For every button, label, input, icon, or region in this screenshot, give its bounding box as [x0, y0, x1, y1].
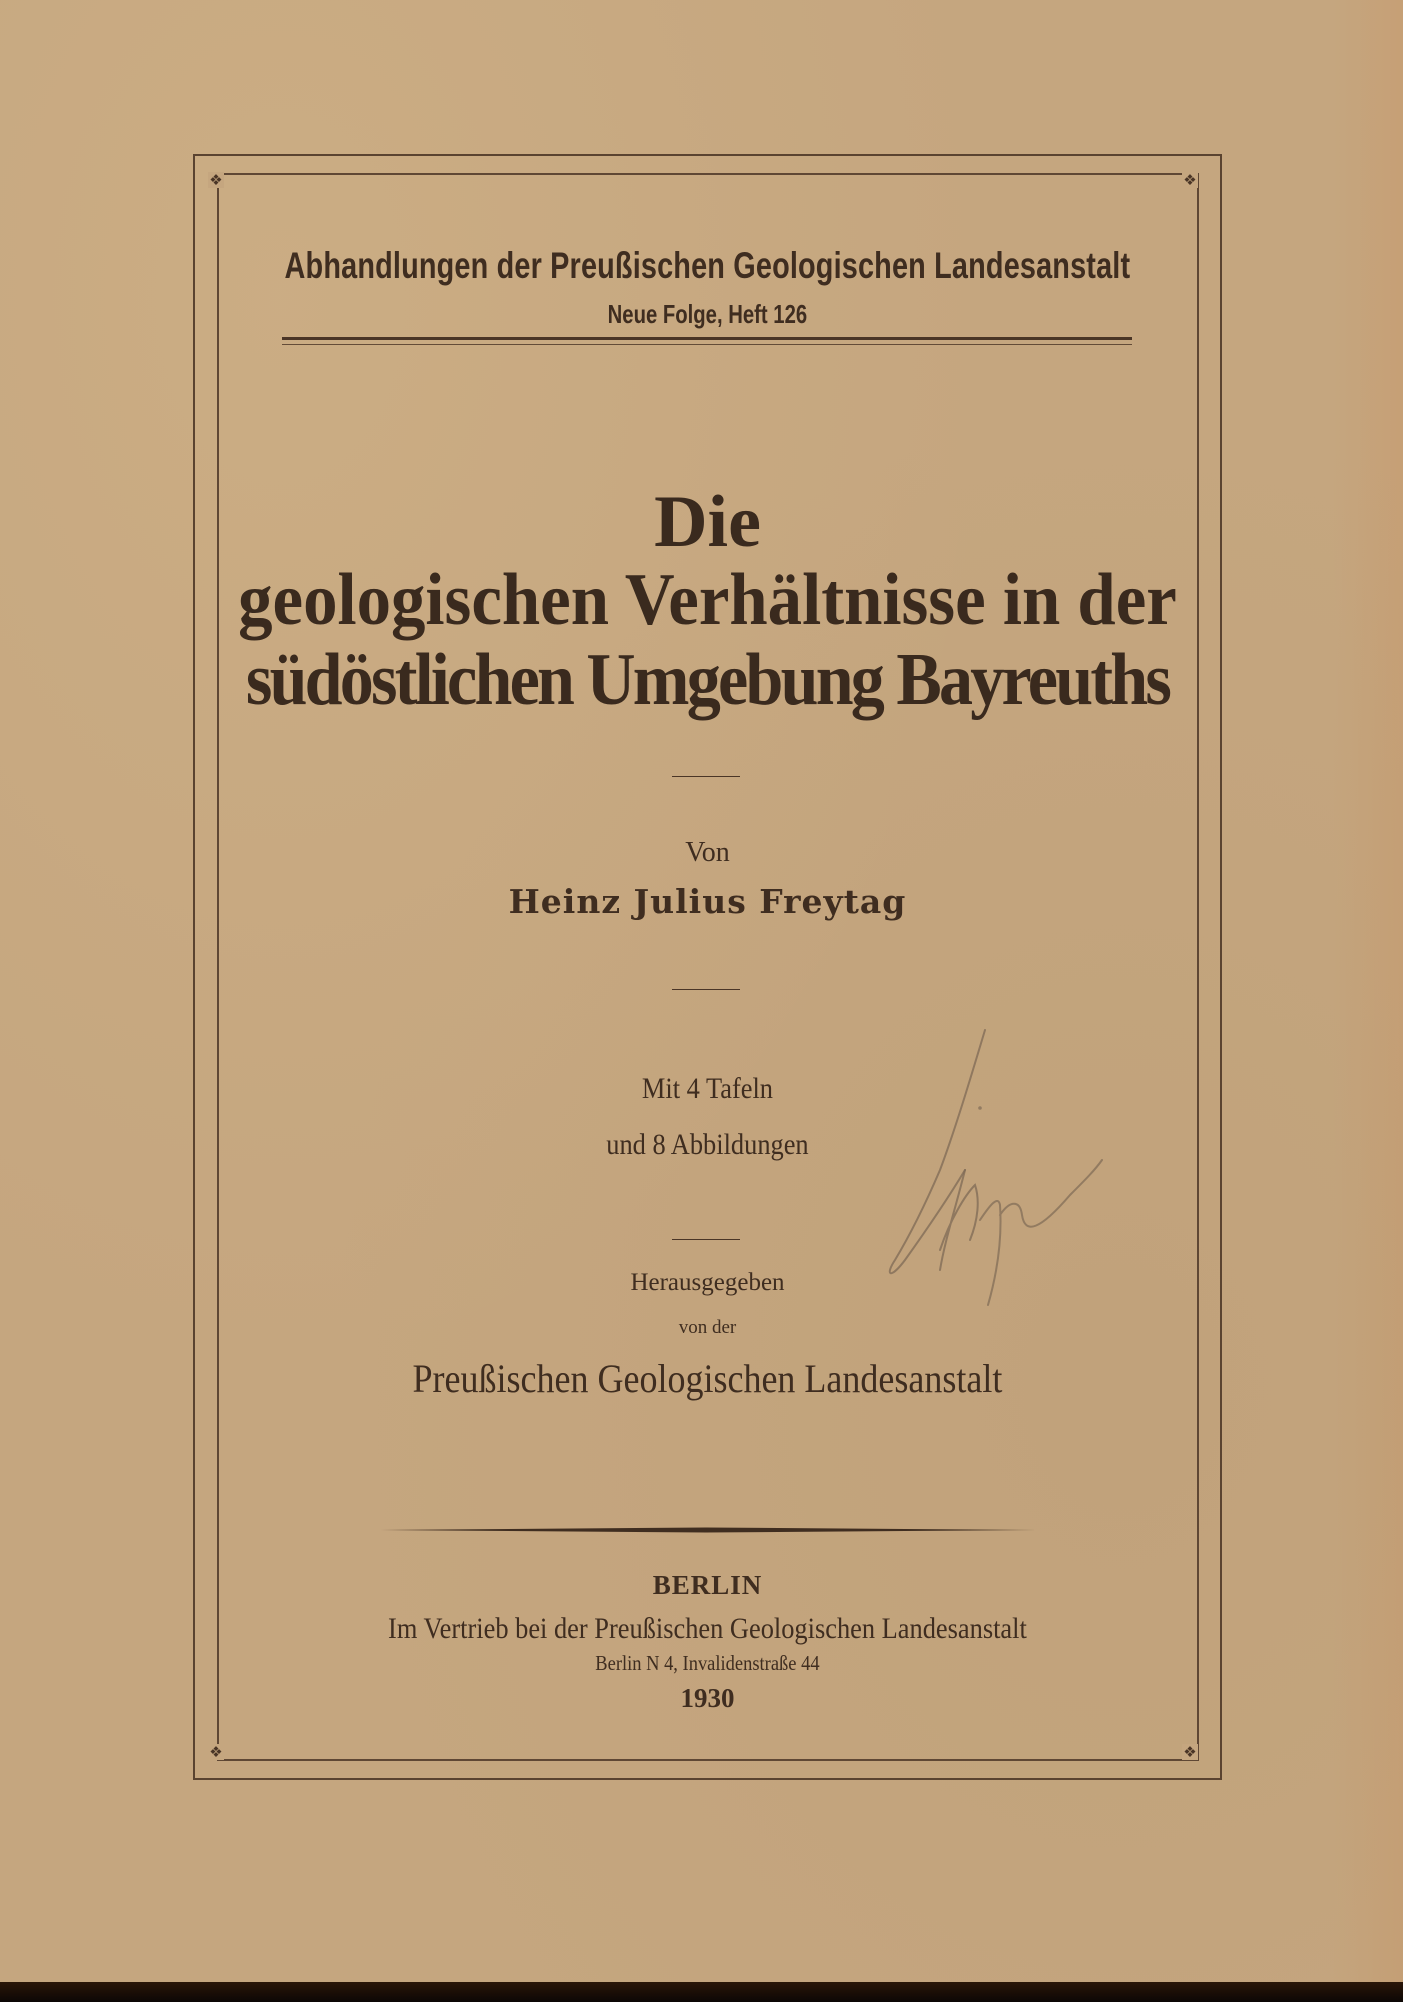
series-title: Abhandlungen der Preußischen Geologischen Landesanstalt — [284, 245, 1131, 286]
imprint-rule — [376, 1526, 1036, 1534]
scan-bottom-edge — [0, 1982, 1403, 2002]
imprint-city: BERLIN — [652, 1570, 763, 1600]
contents-figures: und 8 Abbildungen — [606, 1128, 809, 1161]
corner-ornament-icon: ❖ — [1183, 171, 1197, 189]
inner-border-frame — [217, 173, 1199, 1761]
title-line-1: Die — [654, 481, 761, 563]
byline-prefix: Von — [685, 837, 730, 868]
separator-rule — [672, 1239, 740, 1240]
header-rule-thin — [282, 344, 1132, 345]
contents-plates: Mit 4 Tafeln — [641, 1072, 773, 1105]
header-rule-thick — [282, 337, 1132, 340]
separator-rule — [672, 989, 740, 990]
author-name: Heinz Julius Freytag — [508, 882, 907, 921]
separator-rule — [672, 776, 740, 777]
title-line-2: geologischen Verhältnisse in der — [238, 559, 1177, 641]
pencil-signature — [870, 1020, 1130, 1320]
imprint-address: Berlin N 4, Invalidenstraße 44 — [595, 1651, 820, 1675]
imprint-distribution: Im Vertrieb bei der Preußischen Geologischen Landesanstalt — [388, 1612, 1027, 1645]
corner-ornament-icon: ❖ — [209, 1743, 223, 1761]
corner-ornament-icon: ❖ — [1183, 1743, 1197, 1761]
issued-from-label: von der — [678, 1317, 737, 1338]
imprint-year: 1930 — [680, 1683, 735, 1713]
publisher-name: Preußischen Geologischen Landesanstalt — [412, 1356, 1003, 1401]
issued-by-label: Herausgegeben — [630, 1269, 785, 1296]
series-volume: Neue Folge, Heft 126 — [607, 299, 808, 329]
title-line-3: südöstlichen Umgebung Bayreuths — [245, 639, 1170, 721]
corner-ornament-icon: ❖ — [209, 171, 223, 189]
